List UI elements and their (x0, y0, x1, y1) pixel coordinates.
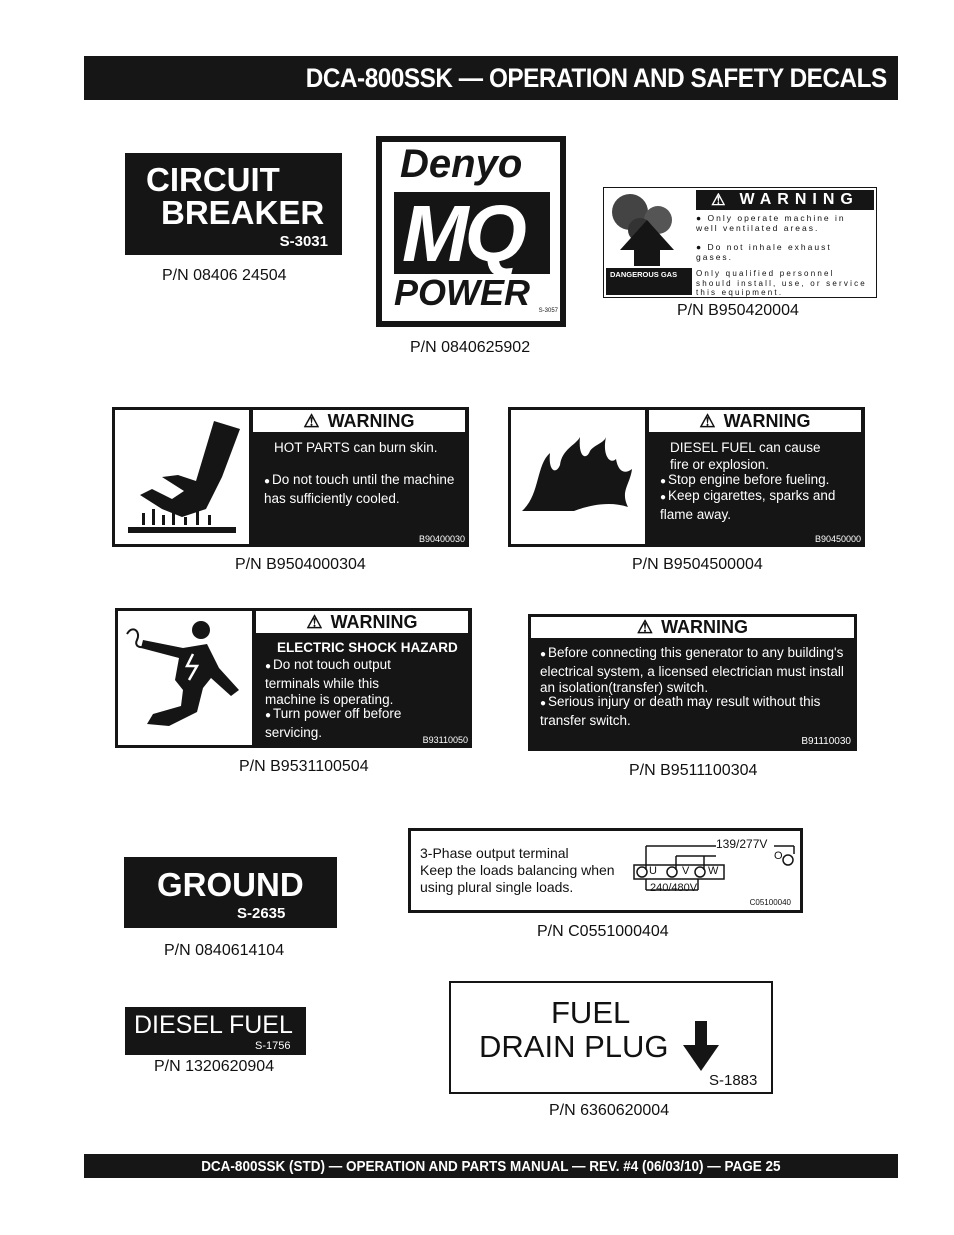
shock-warning-decal (115, 608, 472, 748)
diesel-warning-title: WARNING (723, 410, 811, 431)
terminal-u-label: U (649, 865, 657, 877)
gas-warning-pn: P/N B950420004 (677, 302, 799, 319)
three-phase-pn: P/N C0551000404 (537, 923, 669, 940)
three-phase-decal (408, 828, 803, 913)
circuit-breaker-line2: BREAKER (161, 194, 325, 231)
transfer-warning-bullet1: ● Before connecting this generator to any building's electrical system, a licensed electrician must install an isolation(transfer) switch. (540, 645, 854, 697)
page-footer (84, 1154, 898, 1178)
terminal-o-label: O (774, 850, 783, 862)
shock-warning-bullet2: ● Turn power off before servicing. (265, 706, 415, 741)
ground-code: S-2635 (237, 905, 286, 922)
diesel-warning-decal (508, 407, 865, 547)
diesel-fuel-pn: P/N 1320620904 (154, 1058, 275, 1075)
gas-warning-header (696, 190, 874, 210)
ground-pn: P/N 0840614104 (164, 942, 285, 959)
ground-title: GROUND (157, 866, 304, 903)
gas-warning-label: DANGEROUS GAS (606, 268, 692, 295)
drain-plug-line1: FUEL (551, 995, 631, 1030)
terminal-v-label: V (682, 865, 690, 877)
circuit-breaker-line1: CIRCUIT (146, 161, 280, 198)
diesel-warning-bullet1: ● Stop engine before fueling. (660, 472, 865, 491)
hot-parts-title: WARNING (327, 410, 415, 431)
circuit-breaker-decal (125, 153, 342, 255)
drain-plug-decal (449, 981, 773, 1094)
down-arrow-icon (683, 1021, 719, 1071)
warning-triangle-icon: ⚠ (306, 611, 323, 632)
drain-plug-pn: P/N 6360620004 (549, 1102, 670, 1119)
terminal-w-label: W (708, 865, 719, 877)
denyo-pn: P/N 0840625902 (410, 339, 531, 356)
circuit-breaker-code: S-3031 (279, 233, 328, 250)
voltage-label-1: 139/277V (716, 837, 768, 851)
denyo-decal (376, 136, 566, 327)
diesel-warning-code: B90450000 (814, 534, 861, 544)
electric-shock-icon (123, 614, 249, 742)
shock-warning-title: WARNING (330, 611, 418, 632)
diesel-warning-header (649, 410, 861, 432)
hot-parts-decal (112, 407, 469, 547)
diesel-warning-pn: P/N B9504500004 (632, 556, 763, 573)
transfer-warning-title: WARNING (661, 617, 749, 637)
warning-triangle-icon: ⚠ (711, 192, 732, 209)
gas-warning-decal (603, 187, 877, 298)
hot-surface-hand-icon (122, 417, 244, 539)
hot-parts-bullet1: ● Do not touch until the machine has sufficiently cooled. (264, 472, 464, 507)
transfer-warning-pn: P/N B9511100304 (629, 762, 758, 779)
drain-plug-line2: DRAIN PLUG (479, 1029, 669, 1064)
diesel-warning-bullet2: ● Keep cigarettes, sparks and flame away. (660, 488, 850, 523)
page-header (84, 56, 898, 100)
shock-warning-header (256, 611, 468, 633)
gas-warning-bullet1: ● Only operate machine in well ventilated areas. (696, 213, 846, 233)
denyo-logo-text: Denyo (400, 142, 523, 186)
voltage-label-2: 240/480V (650, 882, 698, 894)
mq-logo-text: MQ (402, 189, 523, 278)
page-title: DCA-800SSK — OPERATION AND SAFETY DECALS (306, 62, 888, 93)
denyo-code: S-3057 (538, 308, 558, 314)
hot-parts-line1: HOT PARTS can burn skin. (274, 440, 438, 455)
transfer-warning-code: B91110030 (801, 736, 851, 747)
transfer-warning-decal (528, 614, 857, 751)
shock-warning-line1: ELECTRIC SHOCK HAZARD (277, 640, 458, 655)
diesel-warning-line1: DIESEL FUEL can cause fire or explosion. (670, 440, 821, 472)
circuit-breaker-pn: P/N 08406 24504 (162, 267, 287, 284)
shock-warning-bullet1: ● Do not touch output terminals while this machine is operating. (265, 657, 415, 709)
gas-hazard-icon (606, 190, 688, 266)
shock-warning-pn: P/N B9531100504 (239, 758, 369, 775)
footer-text: DCA-800SSK (STD) — OPERATION AND PARTS MANUAL — REV. #4 (06/03/10) — PAGE 25 (201, 1157, 781, 1175)
ground-decal (124, 857, 337, 928)
three-phase-line2: Keep the loads balancing when (420, 862, 615, 878)
drain-plug-code: S-1883 (709, 1072, 758, 1089)
transfer-warning-bullet2: ● Serious injury or death may result without this transfer switch. (540, 694, 830, 729)
power-logo-text: POWER (394, 272, 531, 313)
transfer-warning-header (531, 617, 854, 638)
three-phase-code: C05100040 (749, 898, 791, 907)
warning-triangle-icon: ⚠ (699, 410, 716, 431)
hot-parts-code: B90400030 (418, 534, 465, 544)
diesel-fuel-decal (125, 1007, 306, 1055)
gas-warning-title: WARNING (739, 191, 859, 208)
warning-triangle-icon: ⚠ (636, 617, 654, 637)
fire-icon (520, 435, 638, 515)
diesel-fuel-title: DIESEL FUEL (134, 1011, 293, 1039)
shock-warning-code: B93110050 (422, 735, 468, 745)
gas-warning-note: Only qualified personnel should install, use, or service this equipment. (696, 269, 867, 297)
hot-parts-pn: P/N B9504000304 (235, 556, 366, 573)
hot-parts-warning-header (253, 410, 465, 432)
three-phase-line1: 3-Phase output terminal (420, 845, 569, 861)
warning-triangle-icon: ⚠ (303, 410, 320, 431)
diesel-fuel-code: S-1756 (255, 1040, 291, 1052)
three-phase-line3: using plural single loads. (420, 879, 574, 895)
gas-warning-bullet2: ● Do not inhale exhaust gases. (696, 242, 832, 262)
